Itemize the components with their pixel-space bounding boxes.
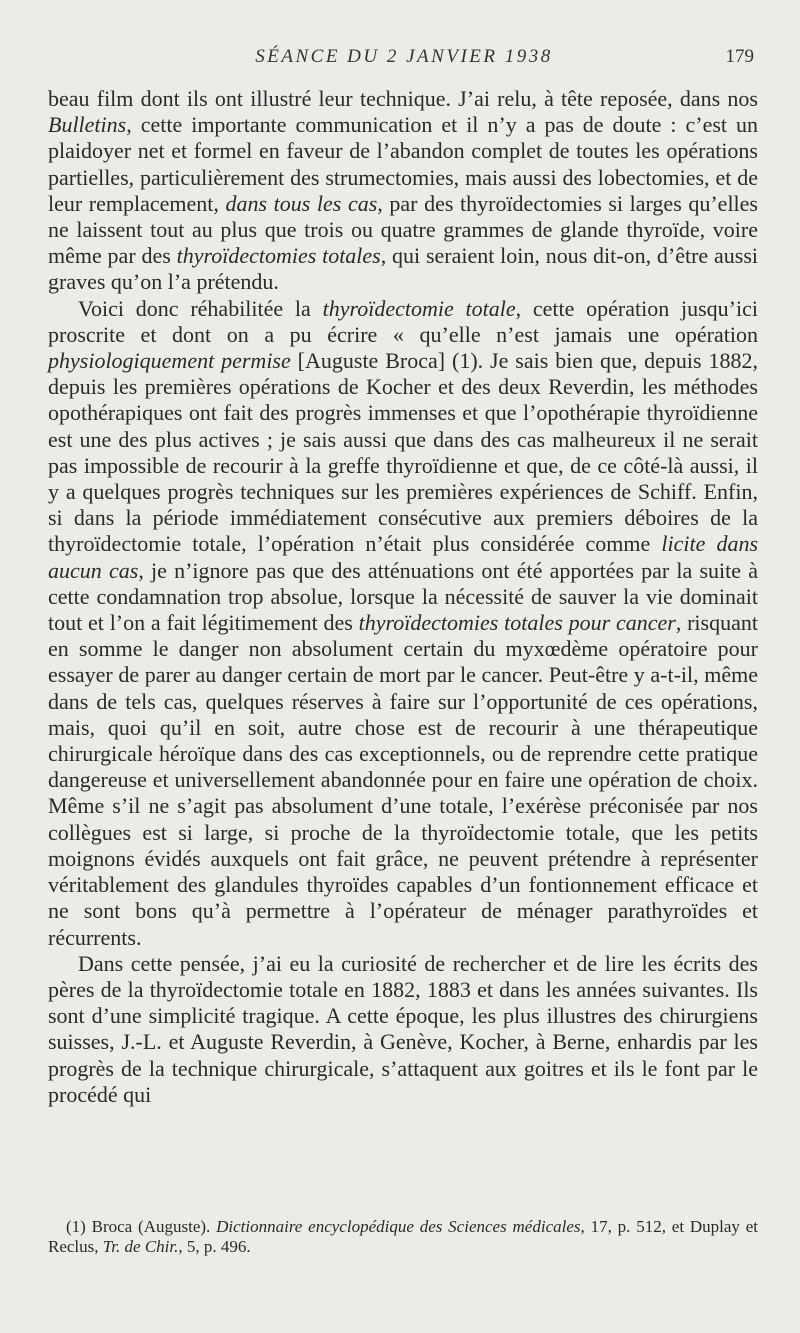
paragraph <box>48 86 758 296</box>
text-run: , par des thyroïdectomies si larges qu’elles ne laissent tout au plus que trois ou quatre grammes de glande thyroïde, voire même par des <box>48 190 758 269</box>
page-header <box>48 40 760 70</box>
paragraph <box>48 951 758 1108</box>
paragraph <box>48 296 758 951</box>
italic-text: Dictionnaire encyclopédique des Sciences médicales <box>216 1217 581 1236</box>
text-run: [Auguste Broca] (1). Je sais bien que, depuis 1882, depuis les premières opérations de Kocher et des deux Reverdin, les méthodes opothérapiques ont fait des progrès immenses et que l’opothérapie thyroïdienne est une des plus actives ; je sais aussi que dans des cas malheureux il ne serait pas impossible de recourir à la greffe thyroïdienne et que, de ce côté-là aussi, il y a quelques progrès techniques sur les premières expériences de Schiff. Enfin, si dans la période immédiatement consécutive aux premiers déboires de la thyroïdectomie totale, l’opération n’était plus considérée comme <box>48 348 758 557</box>
text-run: , je n’ignore pas que des atténuations ont été apportées par la suite à cette condamnation trop absolue, lorsque la nécessité de sauver la vie dominait tout et l’on a fait légitimement des <box>48 557 758 636</box>
text-run: Voici donc réhabilitée la <box>78 295 323 321</box>
text-run: , qui seraient loin, nous dit-on, d’être aussi graves qu’on l’a prétendu. <box>48 243 758 295</box>
text-run: Dans cette pensée, j’ai eu la curiosité de rechercher et de lire les écrits des pères de la thyroïdectomie totale en 1882, 1883 et dans les années suivantes. Ils sont d’une simplicité tragique. A cette époque, les plus illustres des chirurgiens suisses, J.-L. et Auguste Reverdin, à Genève, Kocher, à Berne, enhardis par les progrès de la technique chirurgicale, s’attaquent aux goitres et ils le font par le procédé qui <box>48 950 758 1107</box>
italic-text: Bulletins <box>48 112 127 138</box>
italic-text: licite dans aucun cas <box>48 531 759 583</box>
text-run: , 17, p. 512, et Duplay et Reclus, <box>48 1217 758 1256</box>
text-run: , cette opération jusqu’ici proscrite et dont on a pu écrire « qu’elle n’est jamais une opération <box>48 295 758 347</box>
text-run: beau film dont ils ont illustré leur technique. J’ai relu, à tête reposée, dans nos <box>48 86 758 111</box>
italic-text: thyroïdectomies totales pour cancer <box>358 610 676 636</box>
italic-text: physiologiquement permise <box>48 348 291 374</box>
running-title: SÉANCE DU 2 JANVIER 1938 <box>255 46 553 67</box>
italic-text: dans tous les cas <box>225 190 378 216</box>
text-run: , cette importante communication et il n’y a pas de doute : c’est un plaidoyer net et formel en faveur de l’abandon complet de toutes les opérations partielles, particulièrement des strumectomies, mais aussi des lobectomies, et de leur remplacement, <box>48 112 758 216</box>
text-run: , risquant en somme le danger non absolument certain du myxœdème opératoire pour essayer de parer au danger certain de mort par le cancer. Peut-être y a-t-il, même dans de tels cas, quelques réserves à faire sur l’opportunité de ces opérations, mais, quoi qu’il en soit, autre chose est de recourir à une thérapeutique chirurgicale héroïque dans des cas exceptionnels, ou de reprendre cette pratique dangereuse et universellement abandonnée pour en faire une opération de choix. Même s’il ne s’agit pas absolument d’une totale, l’exérèse préconisée par nos collègues est si large, si proche de la thyroïdectomie totale, que les petits moignons évidés auxquels ont fait grâce, ne peuvent prétendre à représenter véritablement des glandules thyroïdes capables d’un fontionnement efficace et ne sont bons qu’à permettre à l’opérateur de ménager parathyroïdes et récurrents. <box>48 610 758 950</box>
footnotes <box>48 1217 758 1257</box>
page-number: 179 <box>725 46 754 67</box>
italic-text: Tr. de Chir. <box>102 1237 179 1256</box>
text-run: (1) Broca (Auguste). <box>66 1217 217 1236</box>
body-text <box>48 86 758 1108</box>
footnote-1 <box>48 1217 758 1257</box>
italic-text: thyroïdectomie totale <box>322 295 516 321</box>
text-run: , 5, p. 496. <box>178 1237 251 1256</box>
italic-text: thyroïdectomies totales <box>176 243 381 269</box>
